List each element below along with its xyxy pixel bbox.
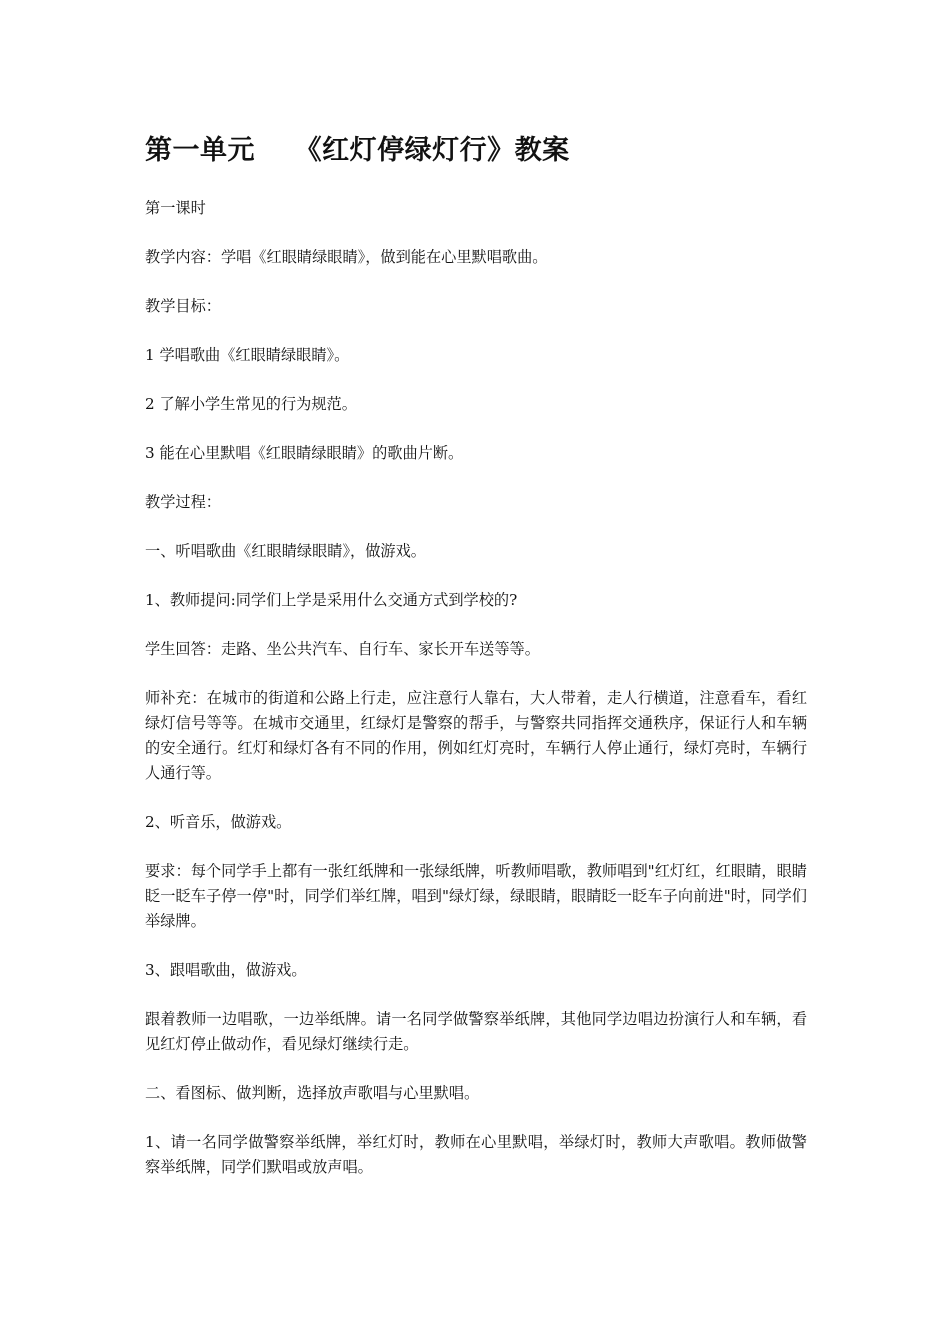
lesson-period: 第一课时 (145, 199, 206, 217)
step-2-1: 1、请一名同学做警察举纸牌，举红灯时，教师在心里默唱，举绿灯时，教师大声歌唱。教师做警察举纸牌，同学们默唱或放声唱。 (145, 1133, 807, 1176)
step-1-2: 2、听音乐，做游戏。 (145, 813, 292, 831)
follow-singing-paragraph: 跟着教师一边唱歌，一边举纸牌。请一名同学做警察举纸牌，其他同学边唱边扮演行人和车辆，看见红灯停止做动作，看见绿灯继续行走。 (145, 1010, 807, 1053)
teaching-content: 教学内容：学唱《红眼睛绿眼睛》，做到能在心里默唱歌曲。 (145, 248, 548, 266)
document-title: 第一单元 《红灯停绿灯行》教案 (145, 135, 570, 166)
teaching-goals-heading: 教学目标： (145, 297, 221, 315)
teacher-supplement: 师补充：在城市的街道和公路上行走，应注意行人靠右，大人带着，走人行横道，注意看车，看红绿灯信号等等。在城市交通里，红绿灯是警察的帮手，与警察共同指挥交通秩序，保证行人和车辆的安全通行。红灯和绿灯各有不同的作用，例如红灯亮时，车辆行人停止通行，绿灯亮时，车辆行人通行等。 (145, 689, 807, 782)
step-1-1: 1、教师提问:同学们上学是采用什么交通方式到学校的? (145, 591, 518, 609)
teaching-process-heading: 教学过程： (145, 493, 221, 511)
game-requirements: 要求：每个同学手上都有一张红纸牌和一张绿纸牌，听教师唱歌，教师唱到"红灯红，红眼睛，眼睛眨一眨车子停一停"时，同学们举红牌，唱到"绿灯绿，绿眼睛，眼睛眨一眨车子向前进"时，同学们举绿牌。 (145, 862, 807, 930)
section-1-heading: 一、听唱歌曲《红眼睛绿眼睛》，做游戏。 (145, 542, 426, 560)
goal-item-3: 3 能在心里默唱《红眼睛绿眼睛》的歌曲片断。 (145, 444, 464, 462)
goal-item-2: 2 了解小学生常见的行为规范。 (145, 395, 357, 413)
goal-item-1: 1 学唱歌曲《红眼睛绿眼睛》。 (145, 346, 350, 364)
section-2-heading: 二、看图标、做判断，选择放声歌唱与心里默唱。 (145, 1084, 480, 1102)
student-answer: 学生回答：走路、坐公共汽车、自行车、家长开车送等等。 (145, 640, 540, 658)
document-page (145, 128, 807, 1204)
step-1-3: 3、跟唱歌曲，做游戏。 (145, 961, 307, 979)
